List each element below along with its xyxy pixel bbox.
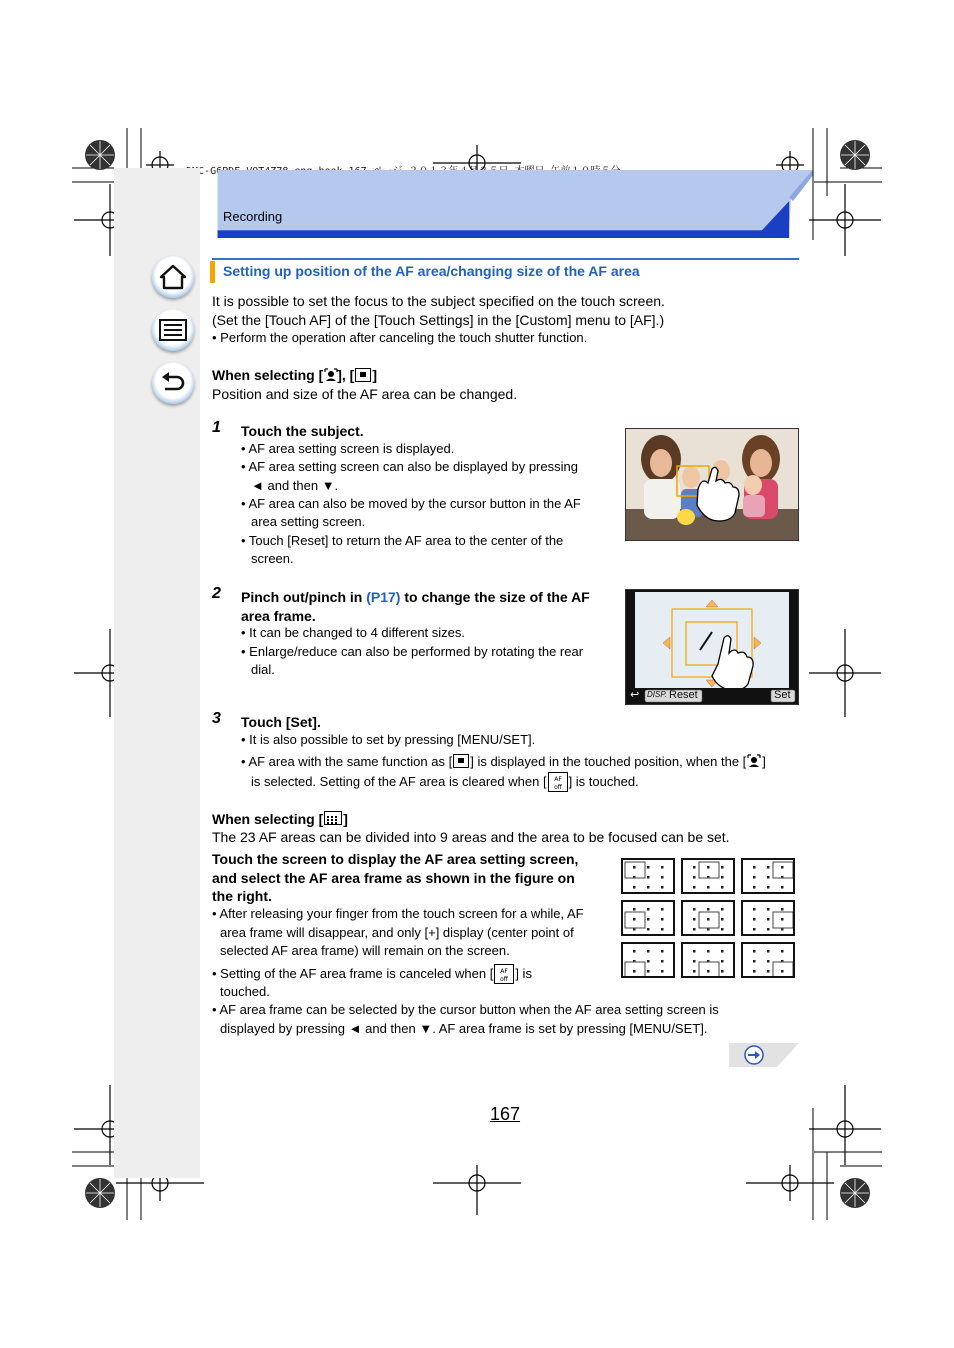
- set-button[interactable]: Set: [774, 689, 791, 701]
- section-label: Recording: [223, 209, 283, 224]
- step3-bullet: is selected. Setting of the AF area is cleared when [ AF off ] is touched.: [251, 774, 639, 791]
- section-marker: [210, 261, 215, 283]
- area-23-icon: [324, 811, 342, 825]
- svg-text:AF: AF: [553, 776, 562, 783]
- step1-bullet: ◄ and then ▼.: [251, 478, 339, 493]
- note-line: • Setting of the AF area frame is canceled when [ AF off ] is: [212, 966, 532, 983]
- menu-list-icon: [159, 319, 187, 341]
- step2-title: Pinch out/pinch in (P17) to change the size of the AF: [241, 589, 590, 605]
- header-band: [212, 170, 818, 240]
- note-line: displayed by pressing ◄ and then ▼. AF area frame is set by pressing [MENU/SET].: [220, 1021, 708, 1036]
- note-line: • AF area frame can be selected by the cursor button when the AF area setting screen is: [212, 1002, 719, 1017]
- step1-bullet: • AF area setting screen can also be displayed by pressing: [241, 459, 578, 474]
- step2-bullet: • Enlarge/reduce can also be performed by rotating the rear: [241, 644, 584, 659]
- svg-text:off: off: [553, 784, 562, 791]
- step1-bullet: • Touch [Reset] to return the AF area to the center of the: [241, 533, 564, 548]
- section-title: Setting up position of the AF area/changing size of the AF area: [223, 263, 640, 279]
- svg-text:AF: AF: [500, 968, 509, 975]
- step1-bullet: • AF area can also be moved by the cursor button in the AF: [241, 496, 581, 511]
- af-zone-dots: [623, 944, 673, 976]
- step1-bullet: area setting screen.: [251, 514, 366, 529]
- af-zone-dots: [623, 902, 673, 934]
- af-zone-box: [621, 942, 675, 978]
- intro-line1: It is possible to set the focus to the subject specified on the touch screen.: [212, 293, 665, 309]
- step3-number: 3: [212, 710, 221, 727]
- instruction-line: Touch the screen to display the AF area setting screen,: [212, 851, 579, 867]
- af-size-screen: [625, 589, 799, 705]
- instruction-line: the right.: [212, 888, 272, 904]
- intro-note: • Perform the operation after canceling the touch shutter function.: [212, 330, 588, 345]
- svg-text:off: off: [500, 976, 509, 983]
- instruction-line: and select the AF area frame as shown in the figure on: [212, 870, 575, 886]
- af-off-icon: [548, 772, 568, 792]
- when2-text: The 23 AF areas can be divided into 9 areas and the area to be focused can be set.: [212, 829, 730, 845]
- intro-line2: (Set the [Touch AF] of the [Touch Settings] in the [Custom] menu to [AF].): [212, 312, 665, 328]
- note-line: area frame will disappear, and only [+] display (center point of: [220, 925, 574, 940]
- af-zone-grid-figure: [621, 858, 795, 978]
- step2-title-cont: area frame.: [241, 608, 316, 624]
- return-icon[interactable]: ↩: [630, 689, 640, 701]
- page-number: 167: [490, 1104, 521, 1124]
- note-line: touched.: [220, 984, 270, 999]
- note-line: • After releasing your finger from the touch screen for a while, AF: [212, 906, 584, 921]
- next-page-tab[interactable]: [729, 1043, 799, 1067]
- af-zone-box: [681, 858, 735, 894]
- section-rule: [212, 258, 799, 260]
- af-zone-dots: [743, 902, 793, 934]
- one-area-icon: [355, 368, 371, 382]
- next-page-arrow-icon: [745, 1046, 763, 1064]
- step1-bullet: • AF area setting screen is displayed.: [241, 441, 455, 456]
- when1-text: Position and size of the AF area can be changed.: [212, 386, 518, 402]
- home-icon: [159, 264, 187, 290]
- af-zone-box: [741, 858, 795, 894]
- back-arrow-icon: [159, 371, 187, 395]
- af-zone-dots: [683, 944, 733, 976]
- af-zone-box: [621, 900, 675, 936]
- af-zone-box: [681, 900, 735, 936]
- face-detect-icon: [324, 368, 336, 380]
- home-button[interactable]: [152, 256, 194, 298]
- step2-number: 2: [212, 585, 221, 602]
- step3-bullet: • AF area with the same function as [ ] is displayed in the touched position, when the [ ]: [241, 754, 766, 769]
- when2-heading: When selecting [ ]: [212, 811, 348, 827]
- face-detect-icon: [747, 754, 761, 766]
- disp-label: DISP.: [647, 690, 667, 699]
- menu-button[interactable]: [152, 309, 194, 351]
- af-zone-dots: [743, 860, 793, 892]
- when1-heading: When selecting [ ], [ ]: [212, 367, 378, 383]
- step2-bullet: • It can be changed to 4 different sizes.: [241, 625, 466, 640]
- af-zone-dots: [683, 902, 733, 934]
- step2-bullet: dial.: [251, 662, 275, 677]
- af-zone-box: [741, 942, 795, 978]
- family-photo: [625, 428, 799, 541]
- af-zone-dots: [623, 860, 673, 892]
- one-area-icon: [453, 754, 469, 768]
- note-line: selected AF area frame) will remain on the screen.: [220, 943, 510, 958]
- step1-number: 1: [212, 419, 221, 436]
- step3-title: Touch [Set].: [241, 714, 321, 730]
- step1-title: Touch the subject.: [241, 423, 364, 439]
- af-zone-dots: [683, 860, 733, 892]
- af-zone-box: [681, 942, 735, 978]
- af-off-icon: [494, 964, 514, 984]
- page-link-p17[interactable]: (P17): [366, 589, 401, 605]
- af-zone-box: [741, 900, 795, 936]
- back-button[interactable]: [152, 362, 194, 404]
- af-zone-box: [621, 858, 675, 894]
- step3-bullet: • It is also possible to set by pressing [MENU/SET].: [241, 732, 536, 747]
- af-zone-dots: [743, 944, 793, 976]
- reset-button[interactable]: Reset: [669, 689, 698, 701]
- step1-bullet: screen.: [251, 551, 294, 566]
